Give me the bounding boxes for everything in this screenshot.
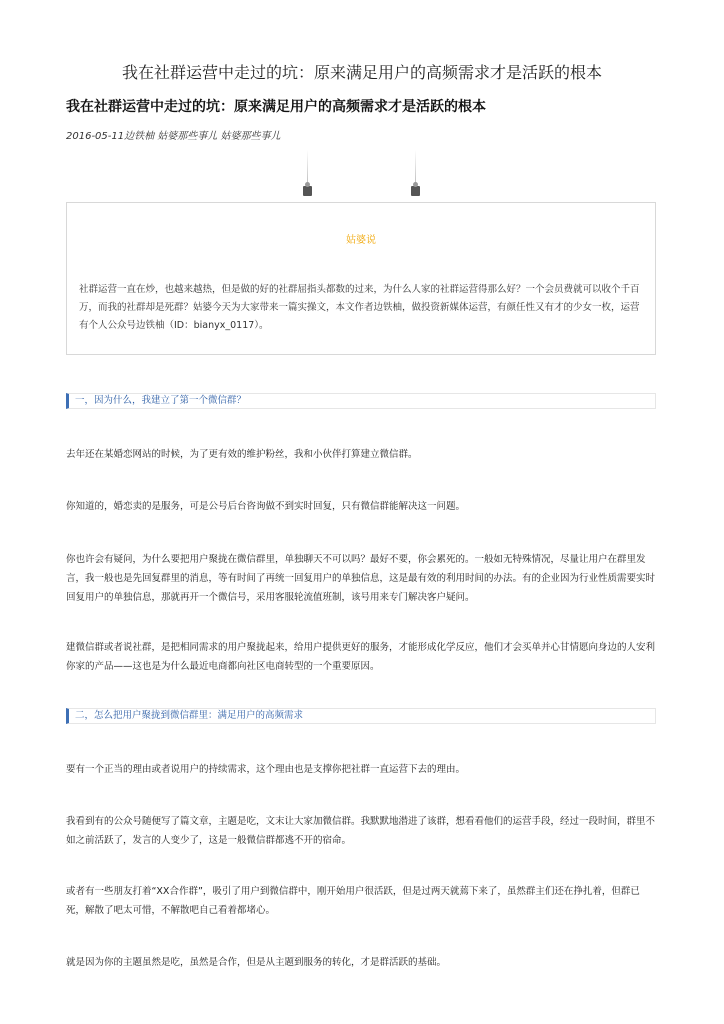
- intro-text: 社群运营一直在炒，也越来越热，但是做的好的社群屈指头都数的过来，为什么人家的社群运营得那么好？一个会员费就可以收个千百万，而我的社群却是死群？姑婆今天为大家带来一篇实操文，本文作者边铁柚，做投资新媒体运营，有颜任性又有才的少女一枚，运营有个人公众号边铁柚（ID：bianyx_0117）。: [79, 284, 640, 331]
- paragraph: 我看到有的公众号随便写了篇文章，主题是吃，文末让大家加微信群。我默默地潜进了该群，想看看他们的运营手段，经过一段时间，群里不如之前活跃了，发言的人变少了，这是一般微信群都逃不开的宿命。: [66, 816, 656, 846]
- document-title: 我在社群运营中走过的坑：原来满足用户的高频需求才是活跃的根本: [121, 63, 602, 82]
- intro-box: [66, 202, 656, 355]
- section-heading-1: 一，因为什么，我建立了第一个微信群？: [66, 393, 656, 409]
- paragraph: 或者有一些朋友打着“XX合作群”，吸引了用户到微信群中，刚开始用户很活跃，但是过两天就蔫下来了，虽然群主们还在挣扎着，但群已死，解散了吧太可惜，不解散吧自己看着都堵心。: [66, 886, 640, 916]
- intro-label: 姑婆说: [346, 235, 376, 246]
- article-title: 我在社群运营中走过的坑：原来满足用户的高频需求才是活跃的根本: [66, 99, 486, 115]
- hanger-clip-right-icon: [402, 150, 430, 200]
- paragraph: 你知道的，婚恋卖的是服务，可是公号后台咨询做不到实时回复，只有微信群能解决这一问题。: [66, 501, 466, 512]
- paragraph: 要有一个正当的理由或者说用户的持续需求，这个理由也是支撑你把社群一直运营下去的理由。: [66, 764, 466, 775]
- article-meta: 2016-05-11边铁柚 姑婆那些事儿 姑婆那些事儿: [66, 131, 281, 142]
- paragraph: 建微信群或者说社群，是把相同需求的用户聚拢起来，给用户提供更好的服务，才能形成化学反应，他们才会买单并心甘情愿向身边的人安利你家的产品——这也是为什么最近电商都向社区电商转型的一个重要原因。: [66, 642, 656, 672]
- paragraph: 就是因为你的主题虽然是吃，虽然是合作，但是从主题到服务的转化，才是群活跃的基础。: [66, 957, 447, 968]
- section-heading-2: 二，怎么把用户聚拢到微信群里：满足用户的高频需求: [66, 708, 656, 724]
- hanger-clip-left-icon: [294, 150, 322, 200]
- paragraph: 去年还在某婚恋网站的时候，为了更有效的维护粉丝，我和小伙伴打算建立微信群。: [66, 449, 418, 460]
- paragraph: 你也许会有疑问，为什么要把用户聚拢在微信群里，单独聊天不可以吗？最好不要，你会累死的。一般如无特殊情况，尽量让用户在群里发言，我一般也是先回复群里的消息，等有时间了再统一回复用户的单独信息，这是最有效的利用时间的办法。有的企业因为行业性质需要实时回复用户的单独信息，那就再开一个微信号，采用客服轮流值班制，该号用来专门解决客户疑问。: [66, 554, 656, 603]
